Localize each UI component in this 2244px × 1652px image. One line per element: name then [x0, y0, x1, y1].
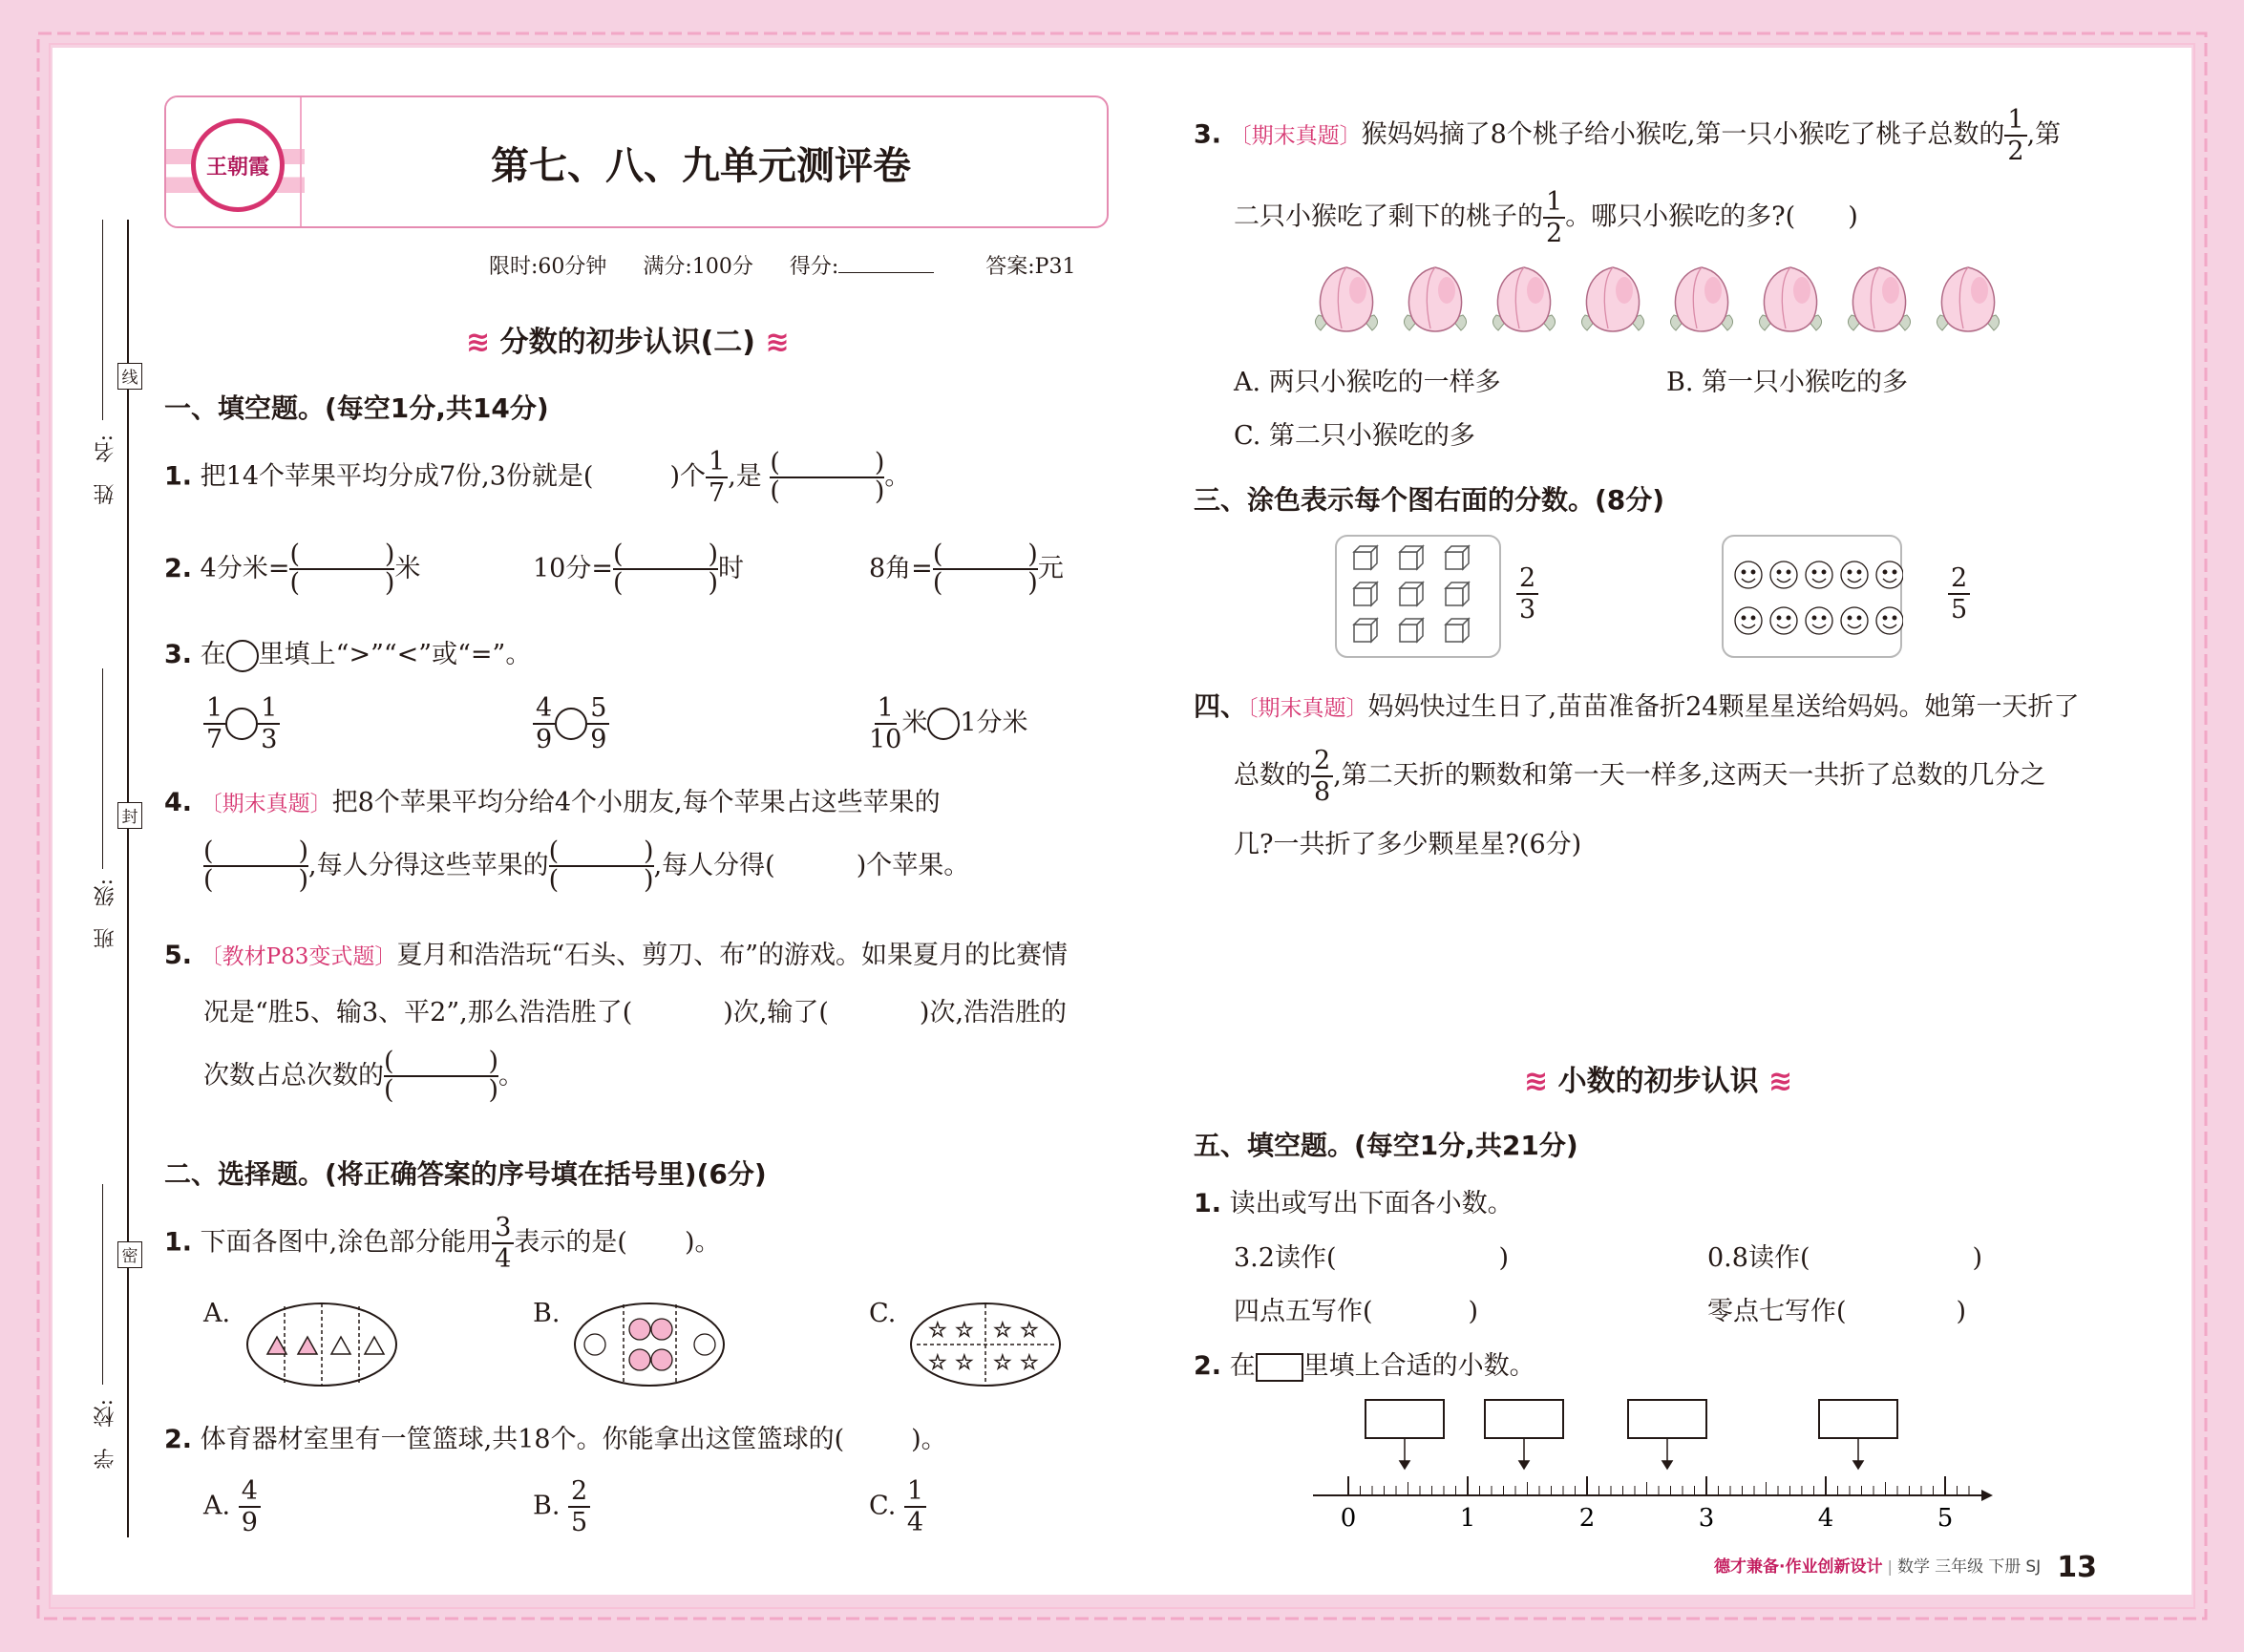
number-line-box[interactable] — [1365, 1400, 1444, 1438]
student-school-label: 学 校: — [94, 1399, 117, 1470]
peaches-illustration — [1313, 256, 2020, 342]
part1-heading: 一、填空题。(每空1分,共14分) — [164, 392, 549, 424]
number-line — [1308, 1392, 1996, 1545]
answer-fraction-blank[interactable]: ( ) ( ) — [770, 447, 885, 506]
part1-q2-c: 8角= ( ) ( ) 元 — [869, 540, 1064, 599]
part2-q2: 2. 体育器材室里有一筐篮球,共18个。你能拿出这筐篮球的( )。 — [164, 1425, 947, 1454]
tick-label: 3 — [1698, 1504, 1715, 1533]
tick-label: 1 — [1459, 1504, 1476, 1533]
right-q3-option-b[interactable]: B. 第一只小猴吃的多 — [1666, 368, 1909, 397]
student-name-label: 姓 名: — [94, 434, 117, 505]
part3-heading: 三、涂色表示每个图右面的分数。(8分) — [1194, 484, 1665, 516]
tick-label: 5 — [1937, 1504, 1954, 1533]
part5-q2: 2. 在 里填上合适的小数。 — [1194, 1351, 1535, 1381]
cubes-figure — [1335, 535, 1502, 659]
number-line-box[interactable] — [1485, 1400, 1563, 1438]
part1-q3: 3. 在 里填上“>”“<”或“=”。 — [164, 633, 531, 672]
header-meta — [489, 250, 1075, 280]
answer-page: 答案:P31 — [985, 255, 1076, 279]
compare-item-1: $\frac{1}{7}$ $\frac{1}{3}$ — [203, 695, 280, 752]
tick-label: 2 — [1578, 1504, 1596, 1533]
compare-circle-icon — [226, 640, 259, 672]
part1-q4-line2: ( ) ( ) ,每人分得这些苹果的 ( ) ( ) ,每人分得( )个苹果。 — [203, 837, 970, 896]
part2-q2-option-b[interactable]: B. $\frac{2}{5}$ — [533, 1478, 590, 1536]
part1-q2-b: 10分= ( ) ( ) 时 — [533, 540, 744, 599]
binding-seal-mark: 封 — [117, 802, 142, 829]
part1-q5: 5. 〔教材P83变式题〕夏月和浩浩玩“石头、剪刀、布”的游戏。如果夏月的比赛情 — [164, 941, 1068, 970]
student-name-line — [102, 220, 103, 420]
part5-q1-b[interactable]: 0.8读作( ) — [1707, 1243, 1983, 1273]
tick-label: 4 — [1817, 1504, 1834, 1533]
part2-q2-option-a[interactable]: A. $\frac{4}{9}$ — [203, 1478, 261, 1536]
option-c-figure — [907, 1299, 1065, 1389]
svg-text:☆: ☆ — [928, 1319, 947, 1343]
tick-label: 0 — [1340, 1504, 1357, 1533]
binding-margin — [91, 220, 148, 1537]
right-q3-line2: 二只小猴吃了剩下的桃子的 $\frac{1}{2}$ 。哪只小猴吃的多?( ) — [1234, 187, 1858, 248]
compare-circle-input[interactable] — [225, 708, 258, 740]
answer-fraction-blank[interactable]: ( ) ( ) — [203, 837, 308, 896]
part2-heading: 二、选择题。(将正确答案的序号填在括号里)(6分) — [164, 1158, 767, 1190]
section-title-decimals: ≋ 小数的初步认识 ≋ — [1524, 1065, 1793, 1098]
footer-grade: 三年级 — [1935, 1557, 1984, 1577]
page-title: 第七、八、九单元测评卷 — [491, 144, 911, 188]
part5-q1: 1. 读出或写出下面各小数。 — [1194, 1189, 1514, 1218]
smileys-figure — [1722, 535, 1903, 659]
part5-q1-a[interactable]: 3.2读作( ) — [1234, 1243, 1510, 1273]
compare-circle-input[interactable] — [555, 708, 587, 740]
student-class-line — [102, 668, 103, 869]
score-label: 得分: — [789, 255, 839, 279]
title-banner — [164, 95, 1109, 228]
svg-text:☆: ☆ — [1020, 1319, 1039, 1343]
answer-fraction-blank[interactable]: ( ) ( ) — [932, 540, 1038, 599]
part1-q2: 2. 4分米= ( ) ( ) 米 — [164, 540, 421, 599]
footer: 德才兼备·作业创新设计 | 数学 三年级 下册 SJ 13 — [1714, 1551, 2097, 1584]
part4-line3: 几?一共折了多少颗星星?(6分) — [1234, 830, 1582, 859]
part2-q1: 1. 下面各图中,涂色部分能用 $\frac{3}{4}$ 表示的是( )。 — [164, 1213, 721, 1274]
svg-text:☆: ☆ — [993, 1351, 1012, 1375]
part1-q1: 1. 把14个苹果平均分成7份,3份就是( )个 $\frac{1}{7}$ ,是 ( ) ( ) 。 — [164, 447, 911, 508]
answer-fraction-blank[interactable]: ( ) ( ) — [612, 540, 718, 599]
option-c-label[interactable]: C. — [869, 1299, 897, 1328]
part5-q1-c[interactable]: 四点五写作( ) — [1234, 1297, 1479, 1326]
binding-cut-mark: 密 — [117, 1241, 142, 1268]
svg-text:☆: ☆ — [955, 1351, 974, 1375]
footer-subject: 数学 — [1897, 1557, 1931, 1577]
part1-q4: 4. 〔期末真题〕把8个苹果平均分给4个小朋友,每个苹果占这些苹果的 — [164, 788, 941, 817]
part2-q2-option-c[interactable]: C. $\frac{1}{4}$ — [869, 1478, 926, 1536]
part1-q5-line3: 次数占总次数的 ( ) ( ) 。 — [203, 1047, 524, 1106]
footer-brand: 德才兼备·作业创新设计 — [1714, 1557, 1883, 1577]
logo-badge — [191, 118, 285, 212]
student-class-label: 班 级: — [94, 879, 117, 949]
svg-text:☆: ☆ — [993, 1319, 1012, 1343]
part4-line1: 四、〔期末真题〕妈妈快过生日了,苗苗准备折24颗星星送给妈妈。她第一天折了 — [1194, 690, 2080, 722]
part4-line2: 总数的 $\frac{2}{8}$ ,第二天折的颗数和第一天一样多,这两天一共折了总数的几分之 — [1234, 746, 2046, 807]
option-b-label[interactable]: B. — [533, 1299, 561, 1328]
part5-heading: 五、填空题。(每空1分,共21分) — [1194, 1130, 1578, 1161]
answer-fraction-blank[interactable]: ( ) ( ) — [384, 1047, 498, 1106]
compare-item-3: $\frac{1}{10}$ 米 1分米 — [869, 693, 1028, 754]
option-a-label[interactable]: A. — [203, 1299, 231, 1328]
compare-item-2: $\frac{4}{9}$ $\frac{5}{9}$ — [533, 695, 609, 752]
logo-text: 王朝霞 — [205, 154, 269, 180]
part3-fraction-2: $\frac{2}{5}$ — [1948, 565, 1970, 623]
part3-fraction-1: $\frac{2}{3}$ — [1516, 565, 1538, 623]
full-score: 满分:100分 — [643, 255, 753, 279]
footer-edition: SJ — [2025, 1557, 2042, 1577]
right-q3-option-c[interactable]: C. 第二只小猴吃的多 — [1234, 421, 1475, 451]
option-b-figure — [571, 1299, 729, 1389]
answer-fraction-blank[interactable]: ( ) ( ) — [289, 540, 395, 599]
part1-q5-line2: 况是“胜5、输3、平2”,那么浩浩胜了( )次,输了( )次,浩浩胜的 — [203, 998, 1068, 1027]
number-line-box[interactable] — [1819, 1400, 1897, 1438]
number-line-box[interactable] — [1628, 1400, 1706, 1438]
option-a-figure — [243, 1299, 401, 1389]
footer-term: 下册 — [1988, 1557, 2022, 1577]
student-school-line — [102, 1184, 103, 1385]
answer-box-icon — [1256, 1353, 1303, 1382]
part5-q1-d[interactable]: 零点七写作( ) — [1707, 1297, 1967, 1326]
section-title-fractions: ≋ 分数的初步认识(二) ≋ — [466, 326, 790, 359]
page-number: 13 — [2057, 1551, 2097, 1584]
binding-line-mark: 线 — [117, 363, 142, 390]
score-input[interactable] — [838, 272, 934, 273]
answer-fraction-blank[interactable]: ( ) ( ) — [548, 837, 654, 896]
svg-text:☆: ☆ — [928, 1351, 947, 1375]
svg-text:☆: ☆ — [955, 1319, 974, 1343]
right-q3-option-a[interactable]: A. 两只小猴吃的一样多 — [1234, 368, 1501, 397]
right-q3: 3. 〔期末真题〕猴妈妈摘了8个桃子给小猴吃,第一只小猴吃了桃子总数的 $\frac{1}{2}$ ,第 — [1194, 105, 2062, 166]
compare-circle-input[interactable] — [927, 708, 960, 740]
svg-text:☆: ☆ — [1020, 1351, 1039, 1375]
time-limit: 限时:60分钟 — [489, 255, 607, 279]
